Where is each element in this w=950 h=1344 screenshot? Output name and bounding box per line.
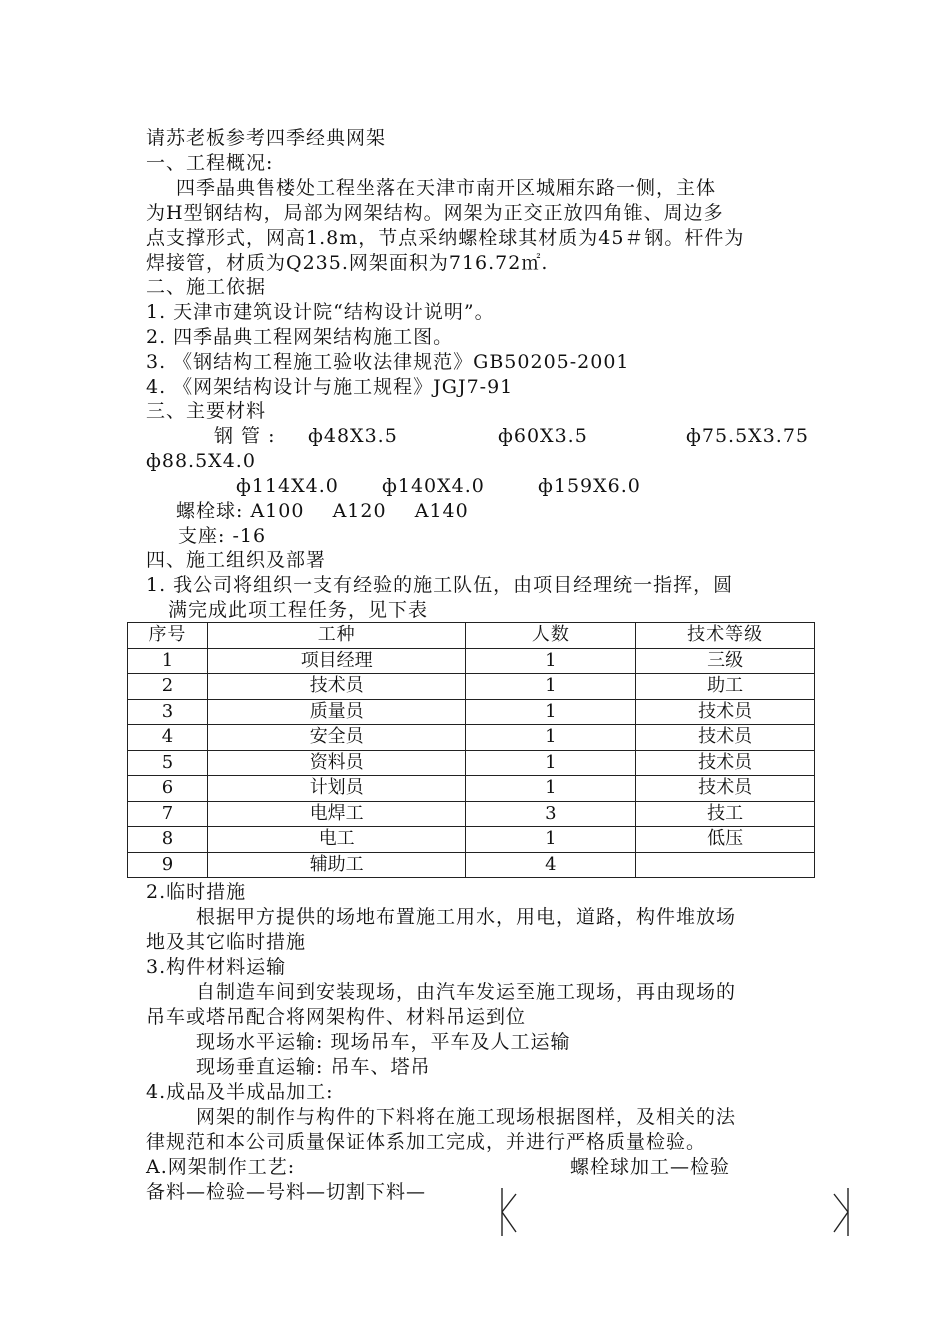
section-1-paragraph-line: 为H型钢结构，局部为网架结构。网架为正交正放四角锥、周边多	[146, 202, 724, 224]
pipe-label: 钢 管 :	[214, 425, 276, 447]
table-cell: 技术员	[207, 674, 466, 700]
table-cell: 低压	[636, 827, 815, 853]
table-cell: 技术员	[636, 776, 815, 802]
table-cell: 1	[466, 776, 636, 802]
table-cell: 技术员	[636, 699, 815, 725]
transport-line: 吊车或塔吊配合将网架构件、材料吊运到位	[146, 1006, 527, 1028]
table-cell: 4	[466, 852, 636, 878]
table-cell: 4	[128, 725, 208, 751]
temporary-measures-line: 地及其它临时措施	[146, 931, 307, 953]
table-row	[128, 750, 815, 776]
table-cell: 1	[128, 648, 208, 674]
table-cell: 6	[128, 776, 208, 802]
table-cell: 计划员	[207, 776, 466, 802]
bolt-ball-spec: 螺栓球: A100 A120 A140	[176, 500, 469, 522]
table-cell: 1	[466, 674, 636, 700]
support-spec: 支座: -16	[178, 525, 267, 547]
table-cell: 资料员	[207, 750, 466, 776]
table-cell: 助工	[636, 674, 815, 700]
table-cell: 2	[128, 674, 208, 700]
vertical-transport-line: 现场垂直运输: 吊车、塔吊	[196, 1056, 431, 1078]
table-cell: 项目经理	[207, 648, 466, 674]
table-cell: 8	[128, 827, 208, 853]
fabrication-process-flow: 备料—检验—号料—切割下料—	[146, 1181, 427, 1203]
flow-branch-bracket-left	[500, 1186, 524, 1238]
table-cell: 技工	[636, 801, 815, 827]
table-row	[128, 776, 815, 802]
section-2-heading: 二、施工依据	[146, 276, 267, 298]
organization-paragraph-line: 满完成此项工程任务，见下表	[168, 599, 429, 621]
table-row	[128, 699, 815, 725]
table-row	[128, 674, 815, 700]
table-cell: 质量员	[207, 699, 466, 725]
section-4-heading: 四、施工组织及部署	[146, 549, 327, 571]
table-cell: 1	[466, 725, 636, 751]
table-cell: 1	[466, 827, 636, 853]
table-cell: 1	[466, 750, 636, 776]
basis-item-3: 3. 《钢结构工程施工验收法律规范》GB50205-2001	[146, 351, 630, 373]
flow-branch-bracket-right	[830, 1186, 854, 1238]
horizontal-transport-line: 现场水平运输: 现场吊车，平车及人工运输	[196, 1031, 571, 1053]
column-header: 技术等级	[636, 623, 815, 649]
table-row	[128, 827, 815, 853]
pipe-spec: ф159X6.0	[538, 475, 641, 497]
table-row	[128, 852, 815, 878]
temporary-measures-line: 根据甲方提供的场地布置施工用水，用电，道路，构件堆放场	[196, 906, 737, 928]
basis-item-2: 2. 四季晶典工程网架结构施工图。	[146, 326, 454, 348]
table-row	[128, 801, 815, 827]
column-header: 工种	[207, 623, 466, 649]
table-header-row	[128, 623, 815, 649]
column-header: 序号	[128, 623, 208, 649]
bolt-ball-process-step: 螺栓球加工—检验	[570, 1156, 731, 1178]
table-cell: 辅助工	[207, 852, 466, 878]
column-header: 人数	[466, 623, 636, 649]
pipe-spec: ф48X3.5	[308, 425, 398, 447]
table-cell: 技术员	[636, 725, 815, 751]
section-1-paragraph-line: 点支撑形式，网高1.8m，节点采纳螺栓球其材质为45＃钢。杆件为	[146, 227, 745, 249]
table-row	[128, 725, 815, 751]
section-1-paragraph-line: 四季晶典售楼处工程坐落在天津市南开区城厢东路一侧，主体	[176, 177, 717, 199]
table-row	[128, 648, 815, 674]
pipe-spec: ф88.5X4.0	[146, 450, 256, 472]
section-1-paragraph-line: 焊接管，材质为Q235.网架面积为716.72㎡.	[146, 252, 549, 274]
table-cell: 5	[128, 750, 208, 776]
table-cell: 技术员	[636, 750, 815, 776]
table-cell: 电工	[207, 827, 466, 853]
organization-paragraph-line: 1. 我公司将组织一支有经验的施工队伍，由项目经理统一指挥，圆	[146, 574, 734, 596]
table-cell: 安全员	[207, 725, 466, 751]
table-cell: 电焊工	[207, 801, 466, 827]
table-cell: 三级	[636, 648, 815, 674]
table-cell: 9	[128, 852, 208, 878]
table-cell: 3	[128, 699, 208, 725]
pipe-spec: ф60X3.5	[498, 425, 588, 447]
basis-item-1: 1. 天津市建筑设计院“结构设计说明”。	[146, 301, 495, 323]
document-title: 请苏老板参考四季经典网架	[146, 127, 387, 149]
staff-table	[127, 622, 815, 878]
table-cell: 1	[466, 648, 636, 674]
section-1-heading: 一、工程概况:	[146, 152, 274, 174]
temporary-measures-heading: 2.临时措施	[146, 881, 247, 903]
pipe-spec: ф114X4.0	[236, 475, 339, 497]
fabrication-process-heading: A.网架制作工艺:	[146, 1156, 296, 1178]
table-cell: 1	[466, 699, 636, 725]
processing-line: 网架的制作与构件的下料将在施工现场根据图样，及相关的法	[196, 1106, 737, 1128]
processing-line: 律规范和本公司质量保证体系加工完成，并进行严格质量检验。	[146, 1131, 707, 1153]
table-cell: 3	[466, 801, 636, 827]
table-cell: 7	[128, 801, 208, 827]
pipe-spec: ф75.5X3.75	[686, 425, 810, 447]
processing-heading: 4.成品及半成品加工:	[146, 1081, 334, 1103]
table-cell	[636, 852, 815, 878]
section-3-heading: 三、主要材料	[146, 400, 267, 422]
basis-item-4: 4. 《网架结构设计与施工规程》JGJ7-91	[146, 376, 514, 398]
transport-heading: 3.构件材料运输	[146, 956, 287, 978]
transport-line: 自制造车间到安装现场，由汽车发运至施工现场，再由现场的	[196, 981, 737, 1003]
pipe-spec: ф140X4.0	[382, 475, 485, 497]
